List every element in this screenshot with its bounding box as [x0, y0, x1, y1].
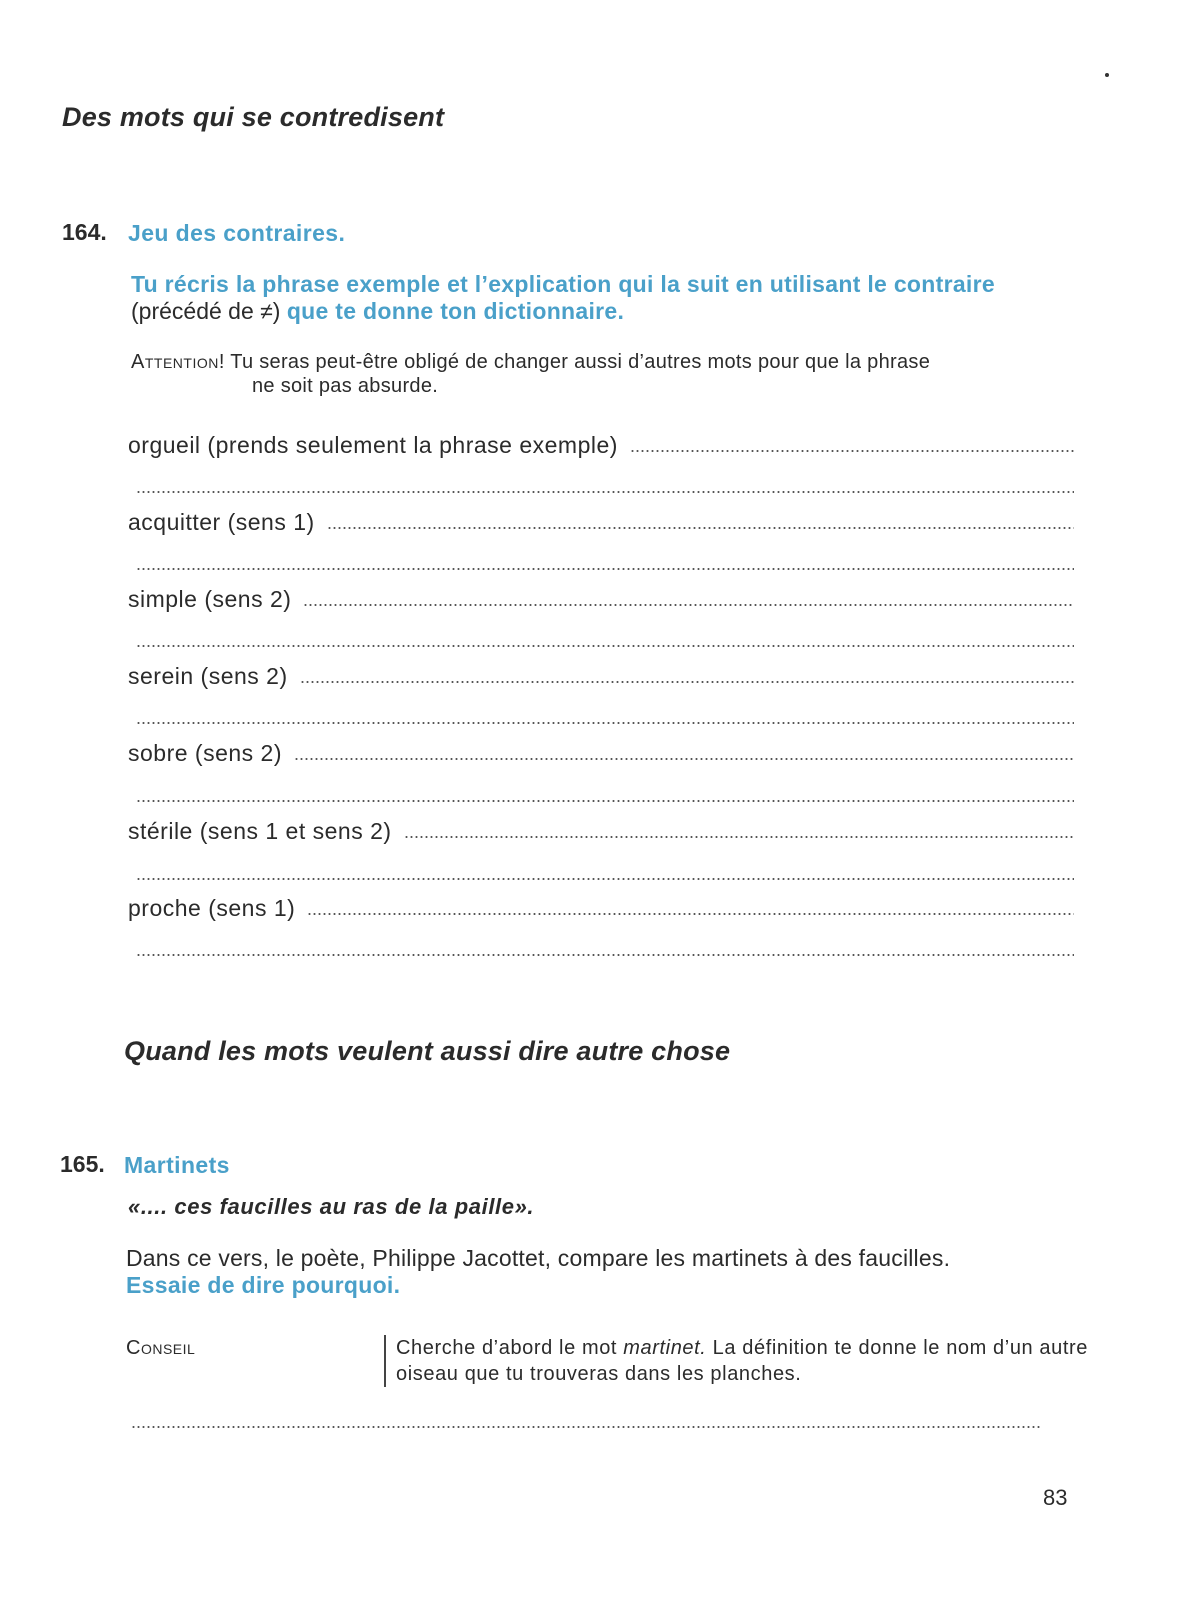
section-title-contredisent: Des mots qui se contredisent: [62, 102, 445, 132]
instruction-blue-part-1: Tu récris la phrase exemple et l’explication qui la suit en utilisant le contraire: [131, 271, 995, 297]
conseil-keyword: martinet.: [623, 1337, 707, 1359]
exercise-title-165: Martinets: [124, 1152, 230, 1178]
attention-note: [131, 350, 1091, 398]
body-sentence: Dans ce vers, le poète, Philippe Jacottet, compare les martinets à des faucilles.: [126, 1245, 951, 1271]
exercise-number-164: 164.: [62, 219, 107, 245]
answer-line[interactable]: [630, 449, 1074, 453]
answer-row-serein: [128, 663, 1074, 690]
answer-label: stérile (sens 1 et sens 2): [128, 818, 392, 844]
answer-label: proche (sens 1): [128, 895, 296, 921]
print-speck: [1105, 73, 1109, 77]
exercise-title-164: Jeu des contraires.: [128, 220, 346, 246]
answer-label: simple (sens 2): [128, 586, 292, 612]
answer-line-continuation[interactable]: [136, 490, 1074, 494]
answer-line-continuation[interactable]: [136, 567, 1074, 571]
answer-line[interactable]: [404, 835, 1074, 839]
conseil-label: Conseil: [126, 1337, 196, 1359]
attention-label: Attention: [131, 351, 219, 373]
answer-line[interactable]: [307, 912, 1074, 916]
answer-line[interactable]: [294, 757, 1074, 761]
answer-row-simple: [128, 586, 1074, 613]
body-question: Essaie de dire pourquoi.: [126, 1272, 401, 1298]
answer-line-continuation[interactable]: [136, 877, 1074, 881]
answer-label: acquitter (sens 1): [128, 509, 315, 535]
conseil-text-part-1: Cherche d’abord le mot: [396, 1337, 618, 1359]
poem-quote: «.... ces faucilles au ras de la paille».: [128, 1194, 535, 1219]
conseil-text-part-2: La définition te donne le nom d’un autre oiseau que tu trouveras dans les planches.: [396, 1337, 1089, 1385]
exercise-instruction-164: [131, 271, 1091, 325]
answer-line-continuation[interactable]: [136, 953, 1074, 957]
answer-label: serein (sens 2): [128, 663, 288, 689]
answer-line-continuation[interactable]: [136, 799, 1074, 803]
answer-row-acquitter: [128, 509, 1074, 536]
exercise-number-165: 165.: [60, 1151, 105, 1177]
page-number: 83: [1043, 1485, 1068, 1510]
exercise-body-165: [126, 1245, 1086, 1299]
attention-text-line-1: ! Tu seras peut-être obligé de changer aussi d’autres mots pour que la phrase: [218, 351, 931, 373]
answer-line-continuation[interactable]: [136, 721, 1074, 725]
instruction-plain-part: (précédé de ≠): [131, 298, 281, 324]
answer-row-proche: [128, 895, 1074, 922]
conseil-text: [384, 1335, 1096, 1387]
answer-line-continuation[interactable]: [136, 644, 1074, 648]
answer-line[interactable]: [300, 680, 1074, 684]
answer-label: sobre (sens 2): [128, 740, 283, 766]
section-title-autre-chose: Quand les mots veulent aussi dire autre chose: [124, 1036, 731, 1066]
answer-label: orgueil (prends seulement la phrase exemple): [128, 432, 618, 458]
answer-line[interactable]: [327, 526, 1074, 530]
attention-text-line-2: ne soit pas absurde.: [252, 375, 439, 397]
answer-row-orgueil: [128, 432, 1074, 459]
answer-row-sobre: [128, 740, 1074, 767]
answer-line-165[interactable]: [131, 1425, 1041, 1429]
answer-row-sterile: [128, 818, 1074, 845]
answer-line[interactable]: [303, 603, 1074, 607]
instruction-blue-part-2: que te donne ton dictionnaire.: [286, 298, 625, 324]
